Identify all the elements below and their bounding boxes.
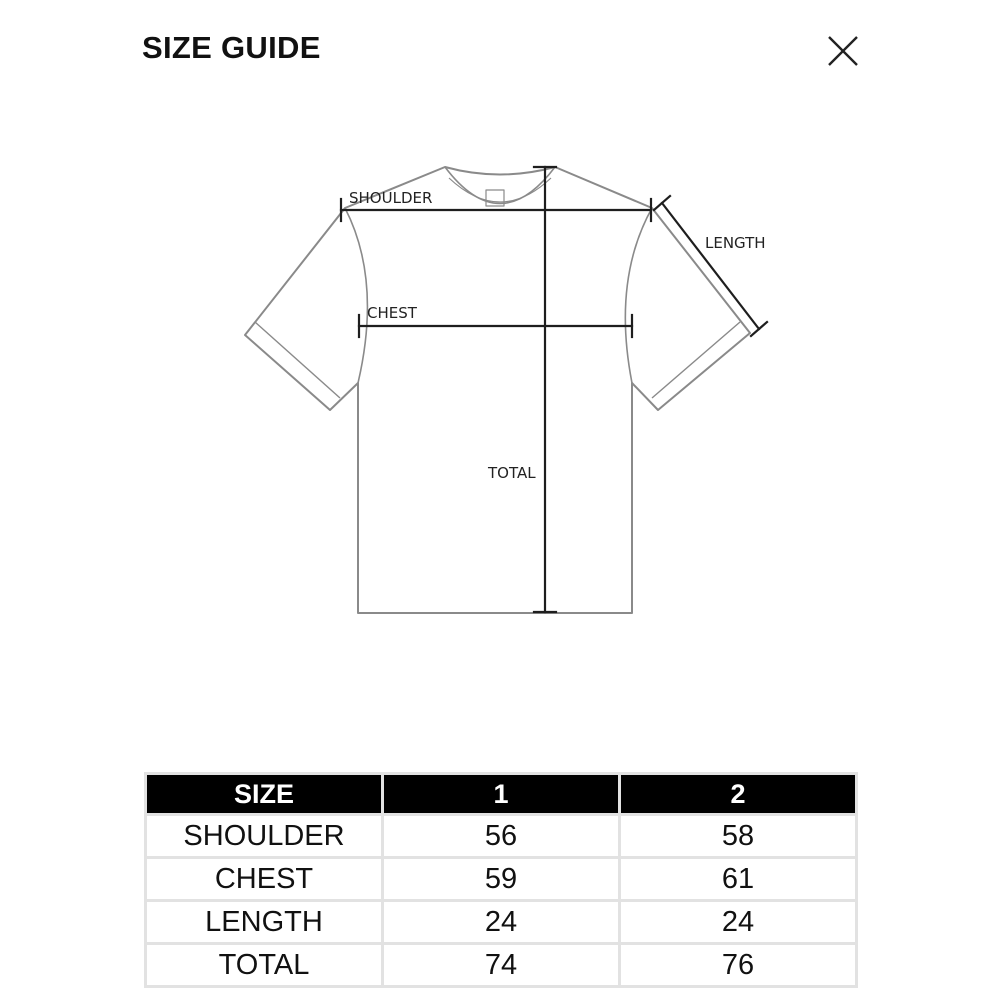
length-label: LENGTH: [705, 234, 766, 252]
table-row-length: [147, 902, 855, 942]
table-row-total: [147, 945, 855, 985]
table-cell: 76: [621, 945, 855, 985]
table-cell: LENGTH: [147, 902, 381, 942]
length-line: [662, 203, 759, 329]
table-row-chest: [147, 859, 855, 899]
table-row-shoulder: [147, 816, 855, 856]
table-cell: CHEST: [147, 859, 381, 899]
table-cell: 58: [621, 816, 855, 856]
table-cell: 24: [621, 902, 855, 942]
size-table: [144, 772, 858, 988]
table-header-size-2: 2: [621, 775, 855, 813]
chest-label: CHEST: [367, 304, 417, 322]
measurement-lines: [341, 167, 767, 612]
table-header-size: SIZE: [147, 775, 381, 813]
table-header-size-1: 1: [384, 775, 618, 813]
tshirt-outline: [245, 167, 750, 613]
table-cell: 74: [384, 945, 618, 985]
table-cell: TOTAL: [147, 945, 381, 985]
table-cell: 56: [384, 816, 618, 856]
table-cell: 24: [384, 902, 618, 942]
total-label: TOTAL: [488, 464, 536, 482]
shoulder-label: SHOULDER: [349, 189, 433, 207]
table-cell: SHOULDER: [147, 816, 381, 856]
page-title: SIZE GUIDE: [142, 30, 321, 65]
table-cell: 61: [621, 859, 855, 899]
table-cell: 59: [384, 859, 618, 899]
table-header-row: [147, 775, 855, 813]
